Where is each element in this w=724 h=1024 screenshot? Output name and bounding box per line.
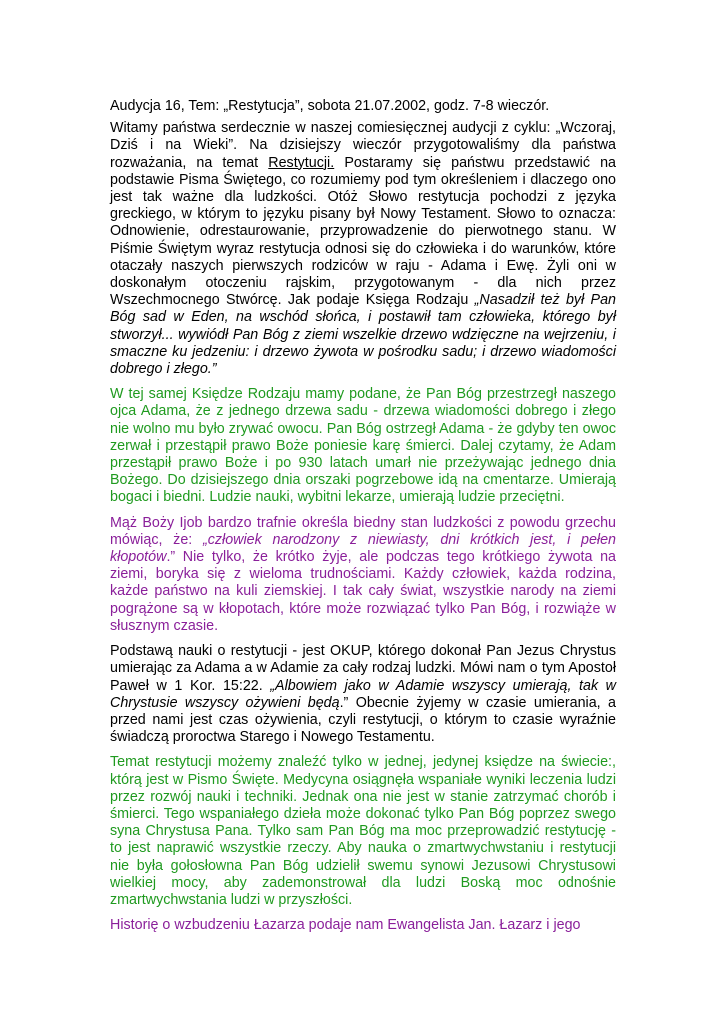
paragraph-adam-warning: W tej samej Księdze Rodzaju mamy podane, że Pan Bóg przestrzegł naszego ojca Adama, że z jednego drzewa sadu - drzewa wiadomości dobrego i złego nie wolno mu było zrywać owocu. Pan Bóg ostrzegł Adama - że gdyby ten owoc zerwał i przestąpił prawo Boże poniesie karę śmierci. Dalej czytamy, że Adam przestąpił prawo Boże i po 930 latach umarł nie przeżywając jednego dnia Bożego. Do dzisiejszego dnia orszaki pogrzebowe idą na cmentarze. Umierają bogaci i biedni. Ludzie nauki, wybitni lekarze, umierają ludzie przeciętni. [110, 386, 616, 506]
ransom-text-a: Podstawą nauki o restytucji - jest OKUP, którego dokonał Pan Jezus Chrystus umierając za Adama a w Adamie za cały rodzaj ludzki. Mówi nam o tym Apostoł Paweł w 1 Kor. 15:22. [110, 643, 616, 694]
intro-text-c: Postaramy się państwu przedstawić na podstawie Pisma Świętego, co rozumiemy pod tym określeniem i dlaczego ono jest tak ważne dla ludzkości. Otóż Słowo restytucja pochodzi z języka greckiego, w którym to języku pisany był Nowy Testament. Słowo to oznacza: Odnowienie, odrestaurowanie, przyprowadzenie do pierwotnego stanu. W Piśmie Świętym wyraz restytucja odnosi się do człowieka i do warunków, które otaczały naszych pierwszych rodziców w raju - Adama i Ewę. Żyli oni w doskonałym otoczeniu rajskim, przygotowanym - dla nich przez Wszechmocnego Stwórcę. Jak podaje Księga Rodzaju [110, 154, 616, 309]
job-text-c: .” Nie tylko, że krótko żyje, ale podczas tego krótkiego żywota na ziemi, boryka się z wieloma trudnościami. Każdy człowiek, każda rodzina, każde państwo na kuli ziemskiej. I tak cały świat, wszystkie narody na ziemi pogrążone są w kłopotach, które może rozwiązać tylko Pan Bóg, i rozwiąże w słusznym czasie. [110, 549, 616, 634]
corinthians-quote: „Albowiem jako w Adamie wszyscy umierają, tak w Chrystusie wszyscy ożywieni będą [110, 677, 616, 711]
document-page [110, 98, 616, 942]
ransom-text-c: .” Obecnie żyjemy w czasie umierania, a przed nami jest czas ożywienia, czyli restytucji, o którym to czasie wyraźnie świadczą proroctwa Starego i Nowego Testamentu. [110, 694, 616, 746]
paragraph-ransom [110, 643, 616, 746]
job-quote: „człowiek narodzony z niewiasty, dni krótkich jest, i pełen kłopotów [110, 531, 616, 566]
paragraph-job [110, 515, 616, 635]
paragraph-lazarus: Historię o wzbudzeniu Łazarza podaje nam Ewangelista Jan. Łazarz i jego [110, 917, 581, 934]
paragraph-restitution-topic: Temat restytucji możemy znaleźć tylko w jednej, jedynej księdze na świecie:, którą jest w Pismo Święte. Medycyna osiągnęła wspaniałe wyniki leczenia ludzi przez rozwój nauki i techniki. Jednak ona nie jest w stanie zatrzymać chorób i śmierci. Tego wspaniałego dzieła może dokonać tylko Pan Bóg poprzez swego syna Chrystusa Pana. Tylko sam Pan Bóg ma moc przeprowadzić restytucję - to jest naprawić wszystkie rzeczy. Aby nauka o zmartwychwstaniu i restytucji nie była gołosłowna Pan Bóg udzielił swemu synowi Jezusowi Chrystusowi wielkiej mocy, aby zademonstrował dla ludzi Boską moc odnośnie zmartwychwstania ludzi w przyszłości. [110, 754, 616, 908]
job-text-a: Mąż Boży Ijob bardzo trafnie określa biedny stan ludzkości z powodu grzechu mówiąc, że: [110, 514, 616, 548]
intro-text-a: Witamy państwa serdecznie w naszej comiesięcznej audycji z cyklu: „Wczoraj, Dziś i na Wieki”. Na dzisiejszy wieczór przygotowaliśmy dla państwa rozważania, na temat [110, 120, 616, 171]
restitution-underlined: Restytucji. [268, 154, 335, 171]
broadcast-header: Audycja 16, Tem: „Restytucja”, sobota 21.07.2002, godz. 7-8 wieczór. [110, 98, 550, 114]
paragraph-intro [110, 120, 616, 378]
genesis-quote: „Nasadził też był Pan Bóg sad w Eden, na wschód słońca, i postawił tam człowieka, którego był stworzył... wywiódł Pan Bóg z ziemi wszelkie drzewo wdzięczne na wejrzeniu, i smaczne ku jedzeniu: i drzewo żywota w pośrodku sadu; i drzewo wiadomości dobrego i złego.” [110, 292, 616, 378]
